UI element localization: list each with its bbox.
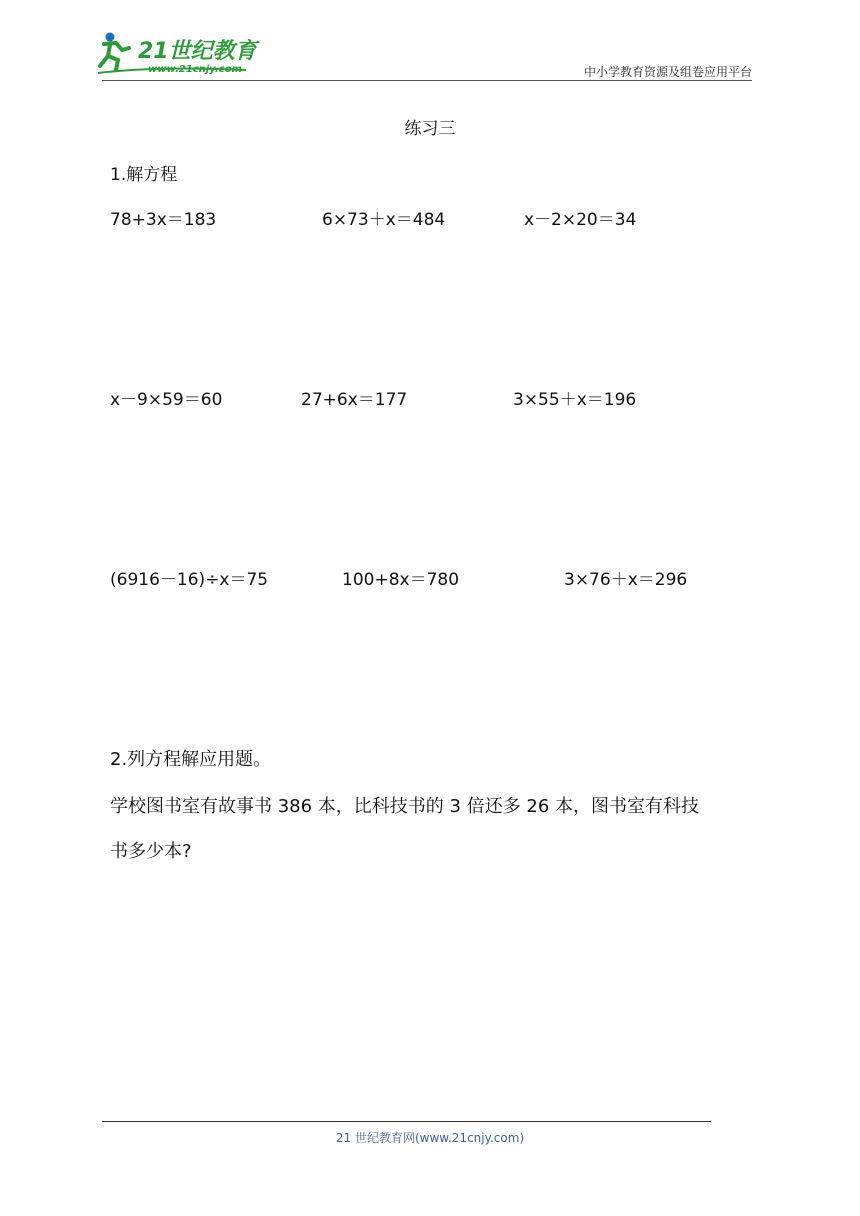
equation: 100+8x＝780 [342, 570, 460, 590]
equation: x－2×20＝34 [524, 210, 637, 230]
logo-text: 21世纪教育 [138, 39, 257, 64]
equation: 3×55＋x＝196 [513, 390, 637, 410]
equation: 6×73＋x＝484 [322, 210, 446, 230]
platform-name: 中小学教育资源及组卷应用平台 [583, 65, 752, 79]
q2-text-line: 书多少本? [110, 841, 192, 862]
equation: (6916－16)÷x＝75 [110, 570, 269, 590]
equation: x－9×59＝60 [110, 390, 223, 410]
q1-heading: 1.解方程 [110, 165, 178, 185]
footer-text: 21 世纪教育网(www.21cnjy.com) [335, 1131, 525, 1145]
q2-text-line: 学校图书室有故事书 386 本，比科技书的 3 倍还多 26 本，图书室有科技 [110, 796, 700, 817]
equation: 3×76＋x＝296 [564, 570, 688, 590]
page-title: 练习三 [404, 119, 456, 139]
header-divider [102, 80, 752, 81]
footer-divider [102, 1121, 711, 1122]
equation: 78+3x＝183 [110, 210, 217, 230]
q2-heading: 2.列方程解应用题。 [110, 749, 272, 770]
logo-21cnjy [96, 28, 266, 76]
logo-url: www.21cnjy.com [148, 64, 242, 75]
equation: 27+6x＝177 [301, 390, 408, 410]
